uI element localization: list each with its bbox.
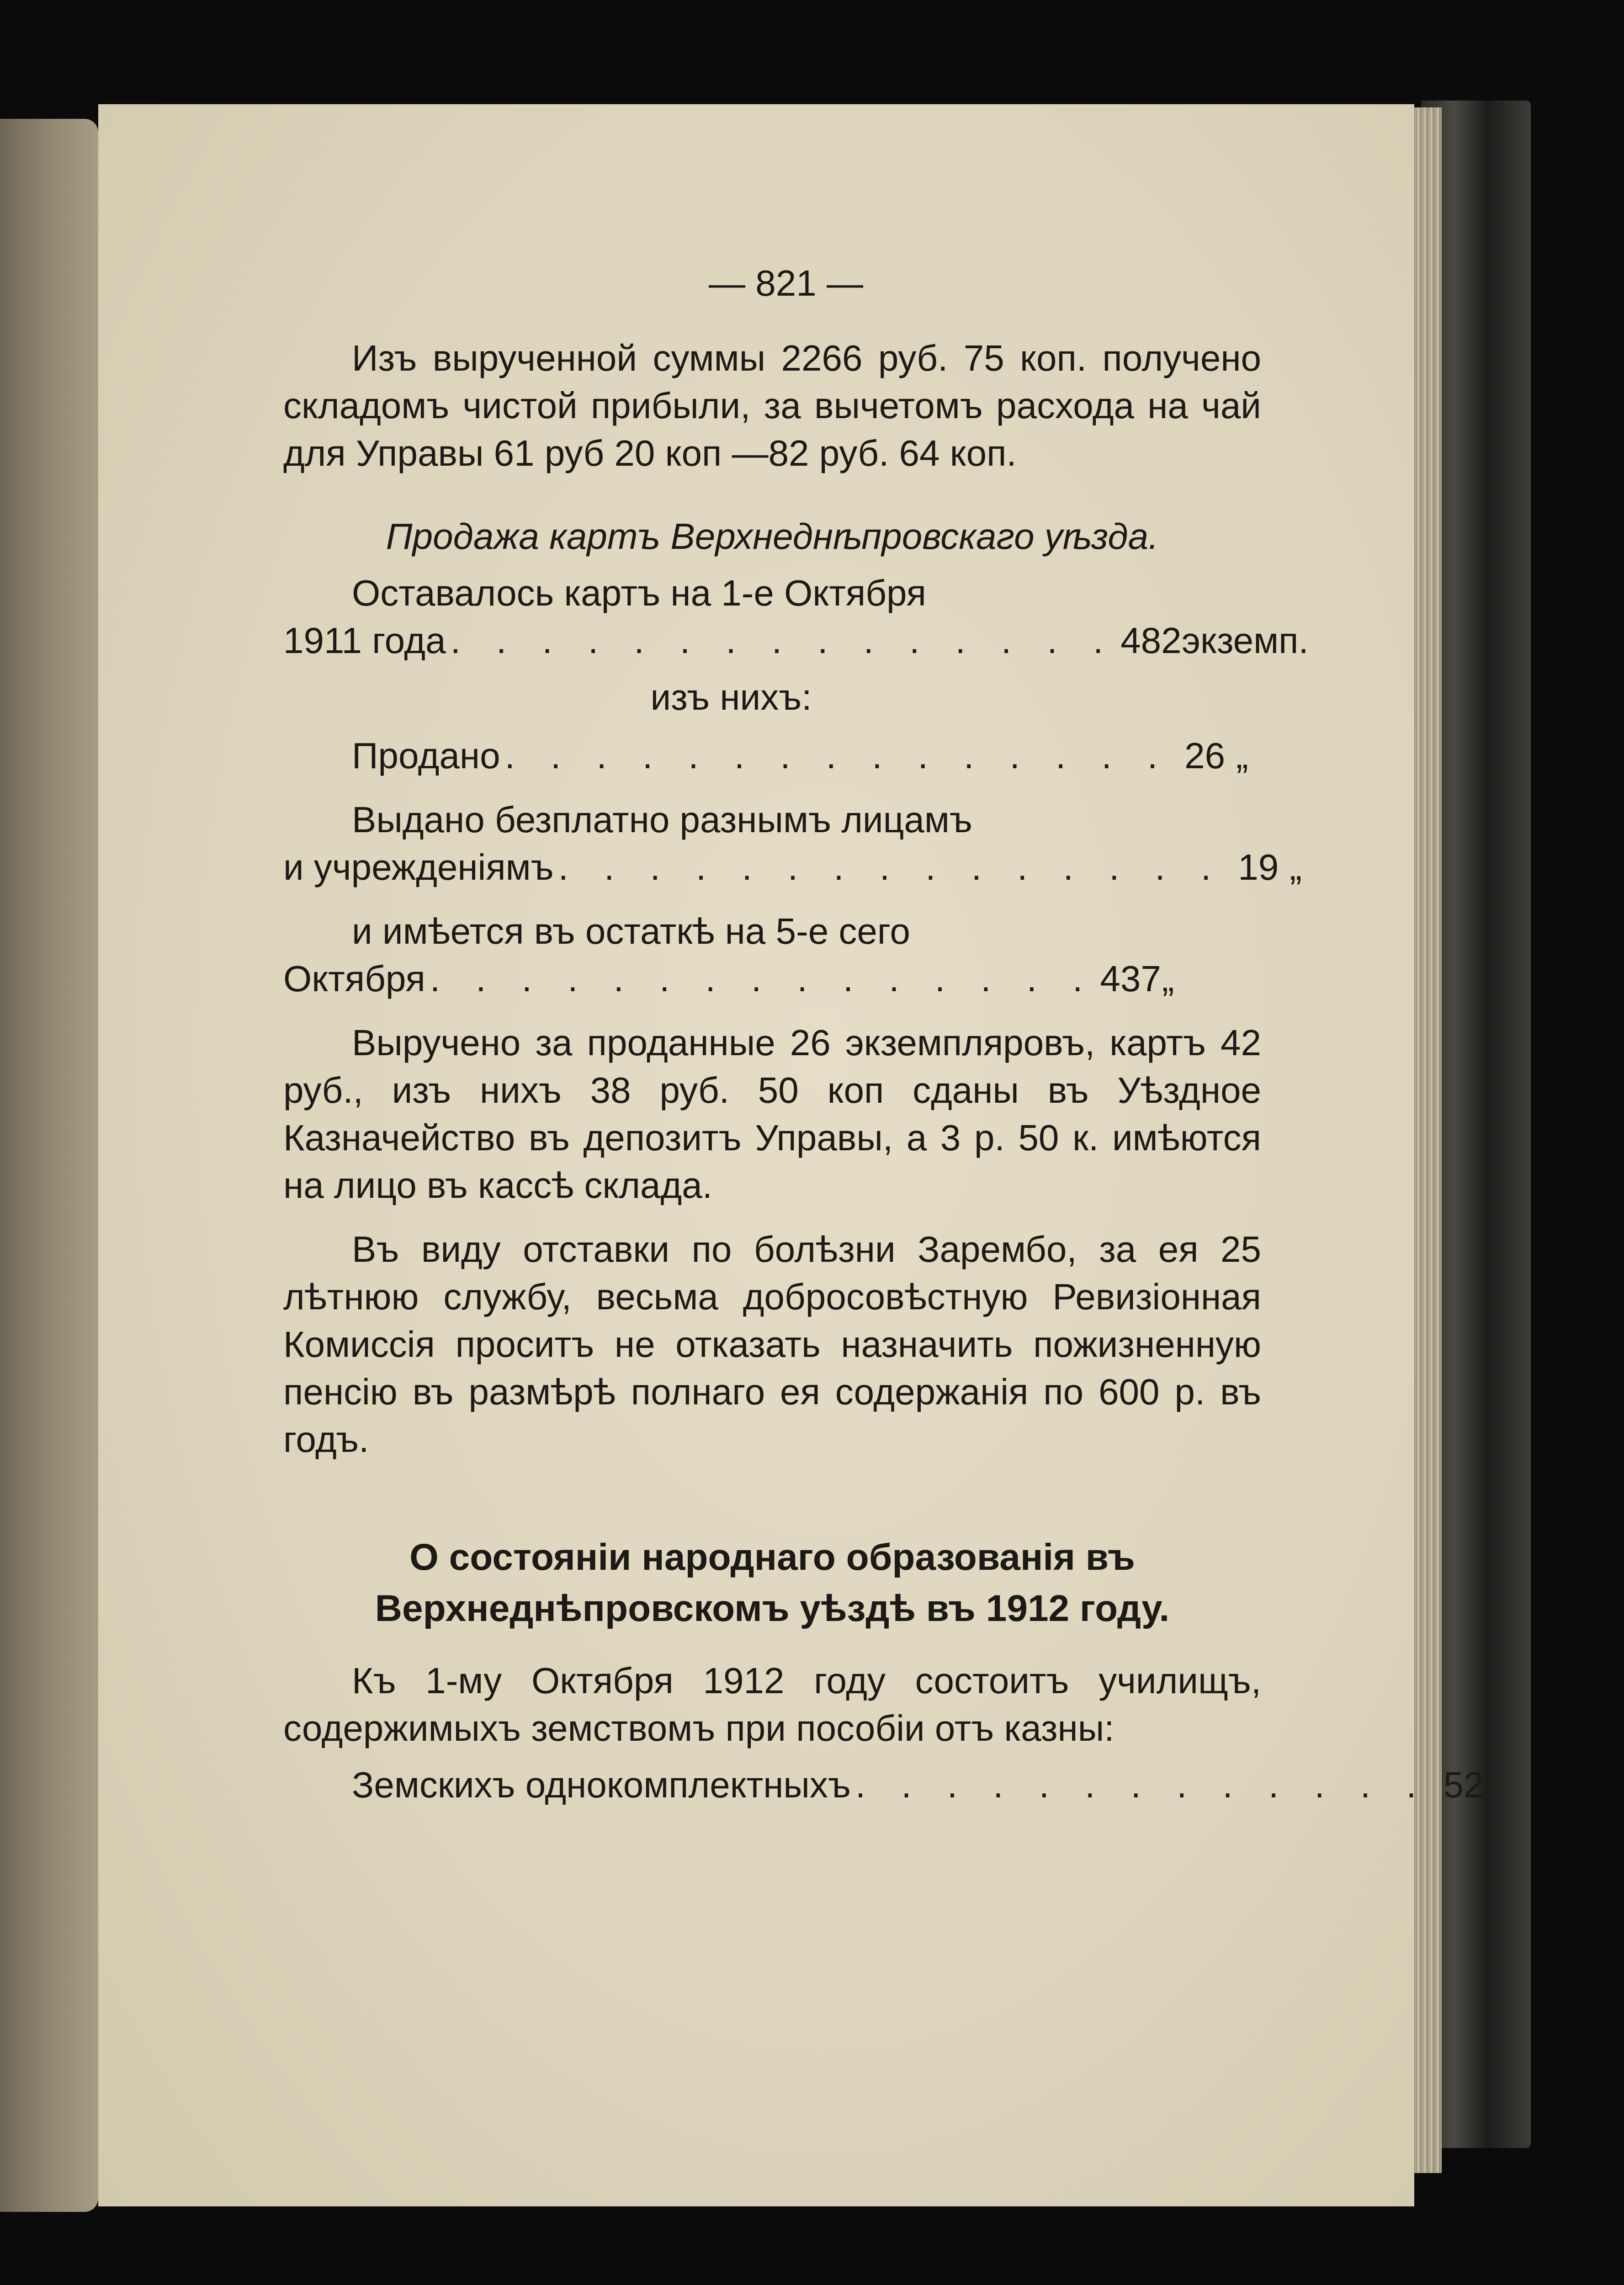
page-number: — 821 — [709,263,863,303]
maps-remaining-unit: экземп. [1182,620,1309,661]
page-stack-edge [1410,107,1442,2173]
heading-maps-sale: Продажа картъ Верхнеднѣпровскаго уѣзда. [386,516,1159,557]
leader-dots: . . . . . . . . . . . . . . . [450,620,1116,661]
of-them-label: изъ нихъ: [650,677,812,717]
paragraph-pension: Въ виду отставки по болѣзни Зарембо, за ея 25 лѣтнюю службу, весьма добросовѣстную Ревизіонная Комиссія проситъ не отказать назначить пожизненную пенсію въ размѣрѣ полнаго ея содержанія по 600 р. въ годъ. [283,1229,1261,1460]
maps-free-line1: Выдано безплатно разнымъ лицамъ [352,799,972,840]
page-content [283,260,1484,1809]
maps-sold-label: Продано [352,735,500,776]
leader-dots: . . . . . . . . . . . . . [855,1764,1429,1805]
maps-remaining-line1: Оставалось картъ на 1-е Октября [352,573,926,613]
maps-rest-value: 437 [1100,958,1161,999]
leader-dots: . . . . . . . . . . . . . . . [430,958,1096,999]
paragraph-revenue: Выручено за проданные 26 экземпляровъ, картъ 42 руб., изъ нихъ 38 руб. 50 коп сданы въ Уѣздное Казначейство въ депозитъ Управы, а 3 р. 50 к. имѣются на лицо въ кассѣ склада. [283,1022,1261,1206]
maps-rest-label: Октября [283,958,425,999]
maps-remaining-value: 482 [1120,620,1182,661]
leader-dots: . . . . . . . . . . . . . . . [504,735,1171,776]
paragraph-profit: Изъ вырученной суммы 2266 руб. 75 коп. получено складомъ чистой прибыли, за вычетомъ расхода на чай для Управы 61 руб 20 коп —82 руб. 64 коп. [283,338,1261,473]
book-page [98,104,1484,2206]
maps-remaining-label: 1911 года [283,620,446,661]
ditto-mark: „ [1236,735,1248,776]
paragraph-schools: Къ 1-му Октября 1912 году состоитъ училищъ, содержимыхъ земствомъ при пособіи отъ казны: [283,1660,1261,1748]
leader-dots: . . . . . . . . . . . . . . . [558,847,1224,887]
left-page-edge [0,119,98,2212]
ditto-mark: „ [1290,847,1302,887]
section-title-education: О состояніи народнаго образованія въ Верхнеднѣпровскомъ уѣздѣ въ 1912 году. [375,1536,1170,1629]
schools-value: 52 [1443,1764,1484,1805]
maps-sold-entry [283,732,1261,780]
ditto-mark: „ [1162,958,1174,999]
maps-rest-line1: и имѣется въ остаткѣ на 5-е сего [352,911,910,951]
schools-label: Земскихъ однокомплектныхъ [352,1764,851,1805]
schools-entry [283,1761,1484,1809]
maps-free-entry [283,796,1302,891]
maps-sold-value: 26 [1184,735,1226,776]
maps-free-label: и учрежденіямъ [283,847,554,887]
maps-free-value: 19 [1238,847,1279,887]
maps-remaining-entry [283,569,1309,664]
maps-rest-entry [283,908,1261,1003]
